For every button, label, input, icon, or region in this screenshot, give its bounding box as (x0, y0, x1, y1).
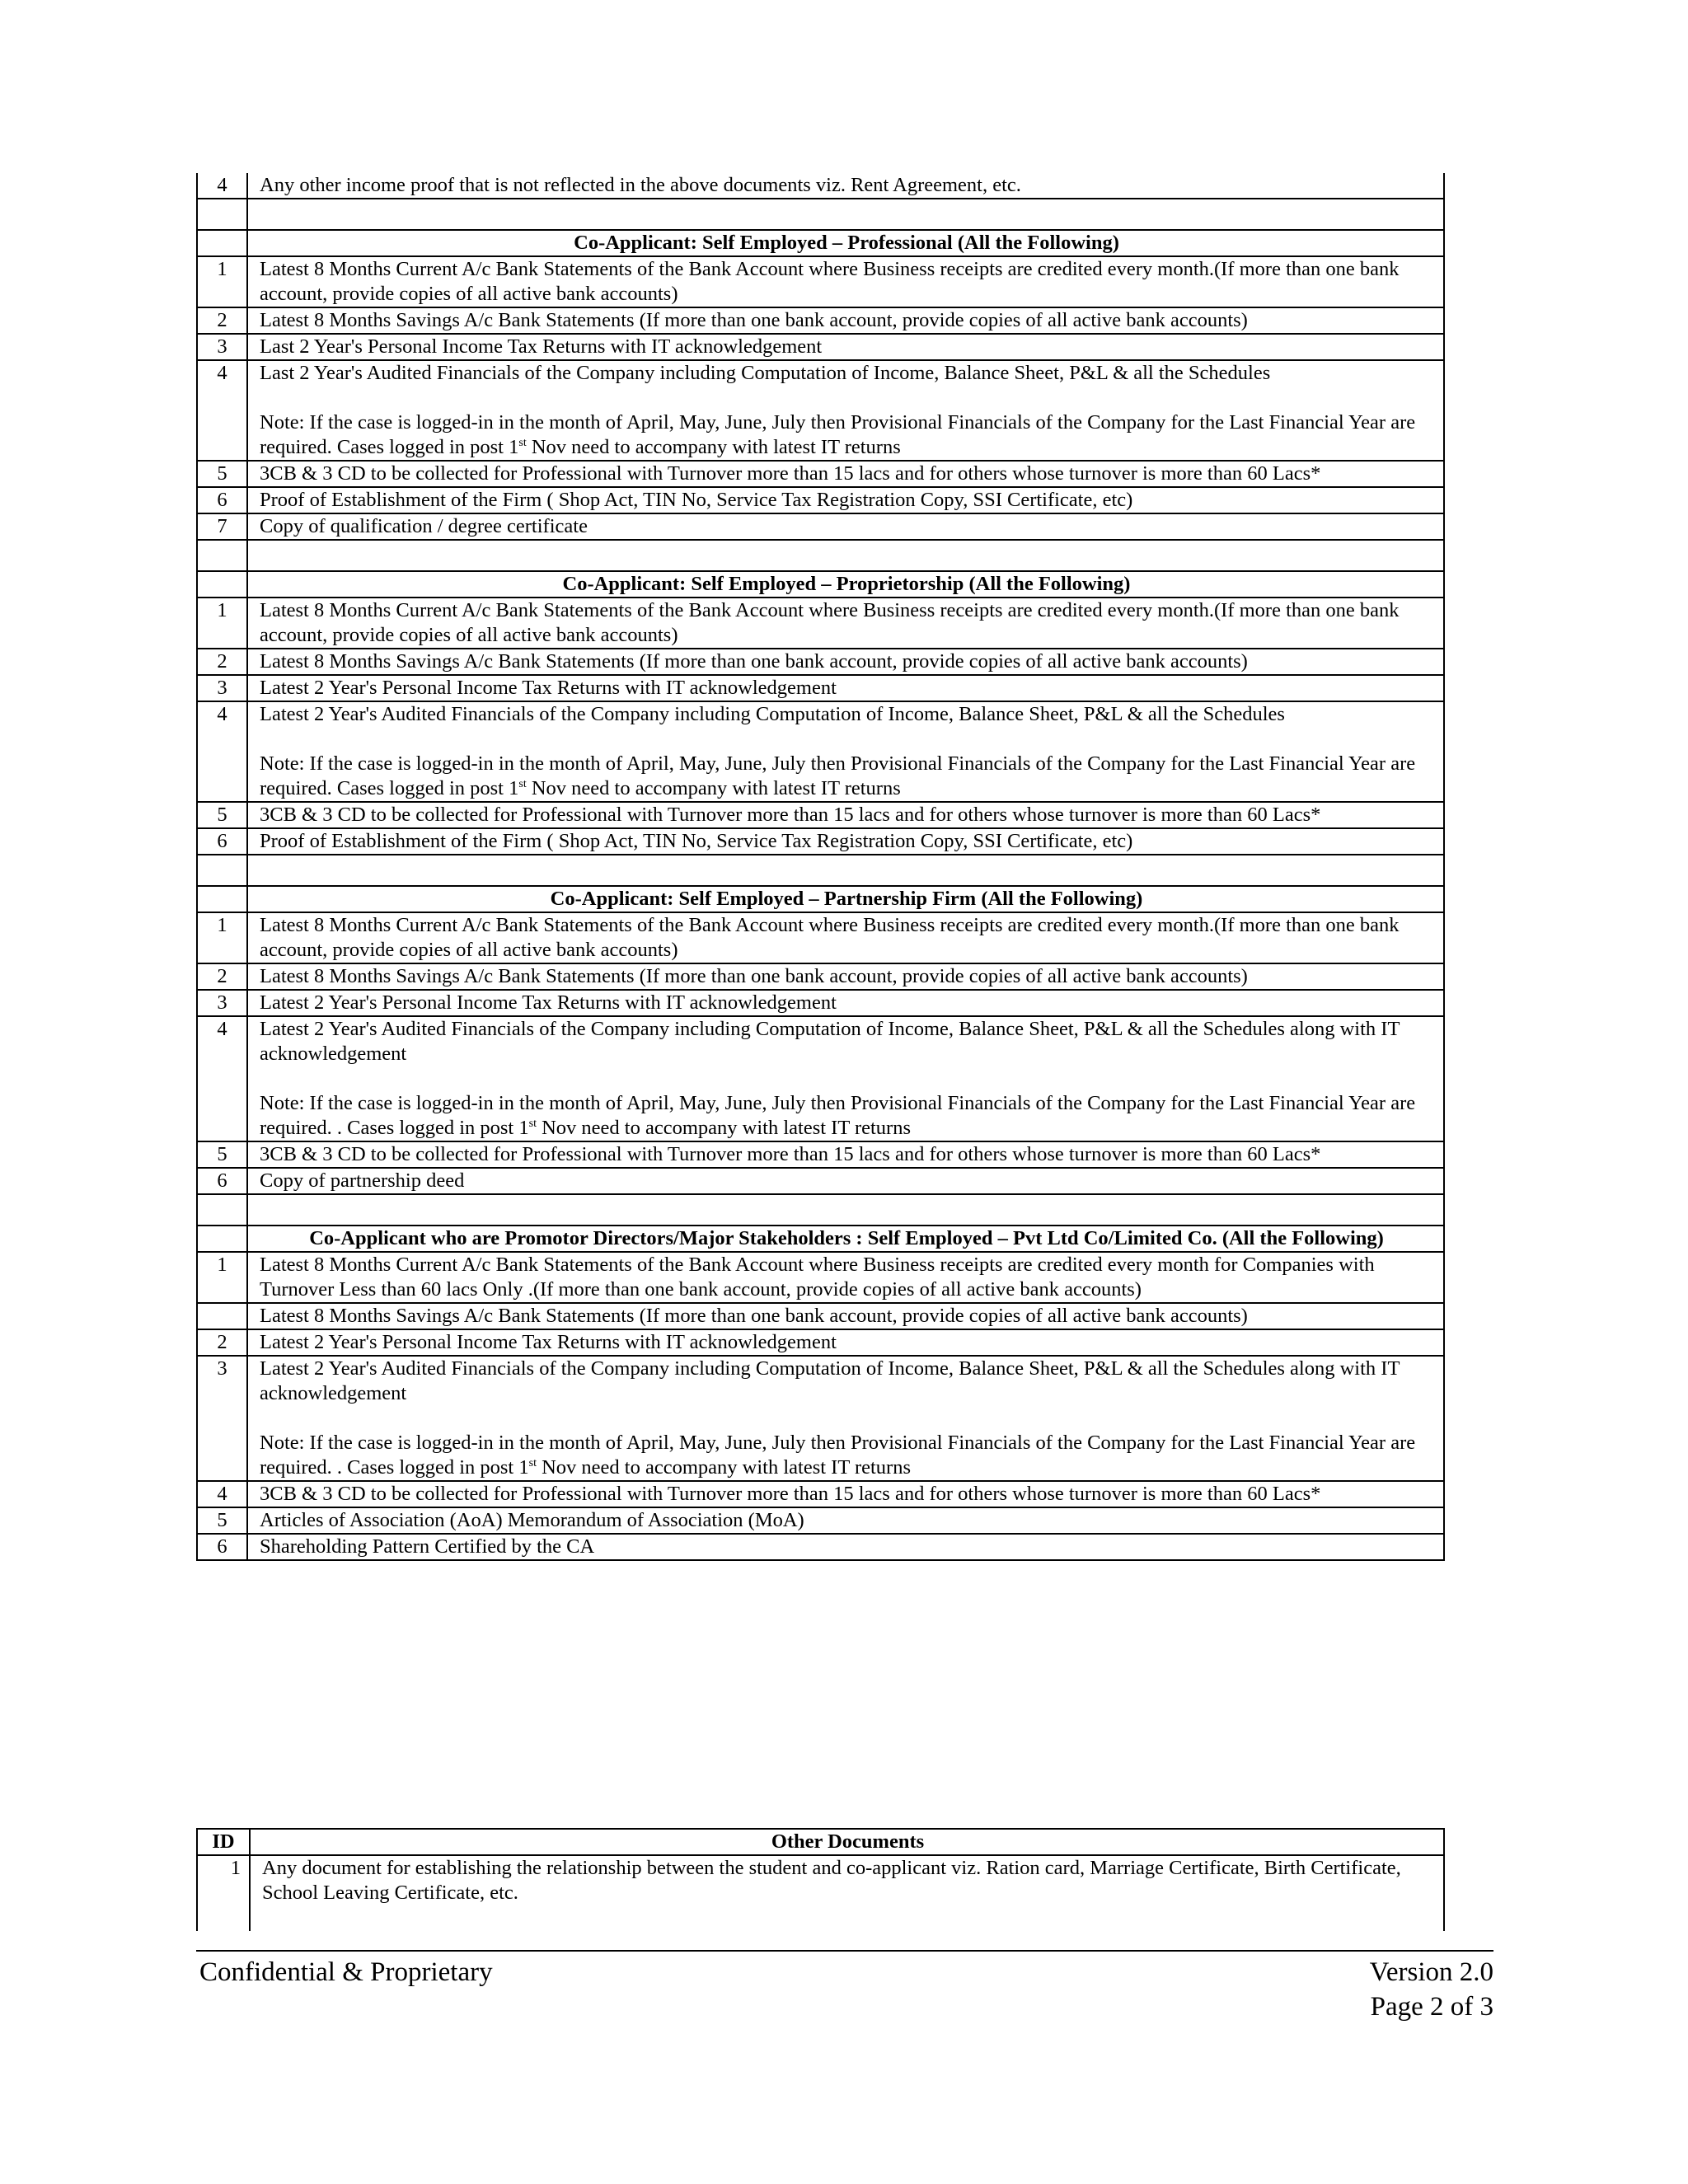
section-header-row (197, 1226, 1444, 1252)
table-row (197, 256, 1444, 307)
section-header-number-cell (197, 571, 247, 598)
spacer-cell (247, 1194, 1444, 1226)
spacer-row (197, 1194, 1444, 1226)
row-number: 5 (197, 1141, 247, 1168)
row-number: 3 (197, 675, 247, 701)
spacer-row (197, 540, 1444, 571)
row-description: Articles of Association (AoA) Memorandum of Association (MoA) (247, 1507, 1444, 1534)
table-row (197, 513, 1444, 540)
row-description: Copy of qualification / degree certificate (247, 513, 1444, 540)
section-header-number-cell (197, 230, 247, 256)
table-row (197, 1507, 1444, 1534)
section-header: Co-Applicant: Self Employed – Proprietorship (All the Following) (247, 571, 1444, 598)
row-number: 2 (197, 649, 247, 675)
spacer-cell (197, 540, 247, 571)
row-number: 2 (197, 1329, 247, 1356)
table-row (197, 1329, 1444, 1356)
row-number: 4 (197, 701, 247, 802)
row-number: 7 (197, 513, 247, 540)
table-row (197, 307, 1444, 334)
row-description: Latest 8 Months Savings A/c Bank Statements (If more than one bank account, provide copies of all active bank accounts) (247, 307, 1444, 334)
spacer-cell (247, 199, 1444, 230)
document-requirements-table (196, 173, 1445, 1561)
row-description: Last 2 Year's Personal Income Tax Returns with IT acknowledgement (247, 334, 1444, 360)
row-description: Latest 2 Year's Audited Financials of the Company including Computation of Income, Balance Sheet, P&L & all the Schedules Note: If the case is logged-in in the month of April, May, June, July then Provisional Financials of the Company for the Last Financial Year are required. Cases logged in post 1st Nov need to accompany with latest IT returns (247, 701, 1444, 802)
section-header-number-cell (197, 1226, 247, 1252)
table-row (197, 461, 1444, 487)
table-row (197, 1534, 1444, 1560)
table-row (197, 1168, 1444, 1194)
table-row (197, 173, 1444, 199)
row-number: 5 (197, 461, 247, 487)
other-documents-header-row (197, 1829, 1444, 1855)
table-row (197, 701, 1444, 802)
spacer-cell (247, 540, 1444, 571)
row-description: Proof of Establishment of the Firm ( Shop Act, TIN No, Service Tax Registration Copy, SSI Certificate, etc) (247, 487, 1444, 513)
row-description: Latest 8 Months Current A/c Bank Statements of the Bank Account where Business receipts are credited every month.(If more than one bank account, provide copies of all active bank accounts) (247, 912, 1444, 963)
table-row (197, 912, 1444, 963)
table-row (197, 675, 1444, 701)
row-number: 1 (197, 1252, 247, 1303)
row-description: Latest 8 Months Current A/c Bank Statements of the Bank Account where Business receipts are credited every month.(If more than one bank account, provide copies of all active bank accounts) (247, 598, 1444, 649)
row-number: 2 (197, 307, 247, 334)
row-description: Latest 2 Year's Personal Income Tax Returns with IT acknowledgement (247, 675, 1444, 701)
row-description: 3CB & 3 CD to be collected for Professional with Turnover more than 15 lacs and for others whose turnover is more than 60 Lacs* (247, 1141, 1444, 1168)
table-row (197, 1016, 1444, 1141)
row-description: Copy of partnership deed (247, 1168, 1444, 1194)
row-number: 6 (197, 1168, 247, 1194)
row-number: 4 (197, 173, 247, 199)
row-number: 3 (197, 990, 247, 1016)
other-documents-title: Other Documents (250, 1829, 1444, 1855)
row-description: Proof of Establishment of the Firm ( Shop Act, TIN No, Service Tax Registration Copy, SSI Certificate, etc) (247, 828, 1444, 855)
table-row (197, 487, 1444, 513)
row-description: Latest 8 Months Savings A/c Bank Statements (If more than one bank account, provide copies of all active bank accounts) (247, 649, 1444, 675)
row-description: Any other income proof that is not reflected in the above documents viz. Rent Agreement, etc. (247, 173, 1444, 199)
spacer-cell (247, 855, 1444, 886)
section-header: Co-Applicant: Self Employed – Professional (All the Following) (247, 230, 1444, 256)
row-description: 3CB & 3 CD to be collected for Professional with Turnover more than 15 lacs and for others whose turnover is more than 60 Lacs* (247, 461, 1444, 487)
row-description: Latest 2 Year's Audited Financials of the Company including Computation of Income, Balance Sheet, P&L & all the Schedules along with IT acknowledgement Note: If the case is logged-in in the month of April, May, June, July then Provisional Financials of the Company for the Last Financial Year are required. . Cases logged in post 1st Nov need to accompany with latest IT returns (247, 1016, 1444, 1141)
section-header: Co-Applicant: Self Employed – Partnership Firm (All the Following) (247, 886, 1444, 912)
row-description: Latest 2 Year's Personal Income Tax Returns with IT acknowledgement (247, 990, 1444, 1016)
ordinal-suffix: st (528, 1456, 537, 1469)
row-description: 3CB & 3 CD to be collected for Professional with Turnover more than 15 lacs and for others whose turnover is more than 60 Lacs* (247, 1481, 1444, 1507)
table-row (197, 649, 1444, 675)
row-number: 6 (197, 487, 247, 513)
row-number: 2 (197, 963, 247, 990)
row-number: 5 (197, 802, 247, 828)
row-description: Latest 8 Months Current A/c Bank Statements of the Bank Account where Business receipts are credited every month for Companies with Turnover Less than 60 lacs Only .(If more than one bank account, provide copies of all active bank accounts) (247, 1252, 1444, 1303)
section-header-number-cell (197, 886, 247, 912)
footer-confidential-label: Confidential & Proprietary (199, 1957, 493, 1987)
table-row (197, 828, 1444, 855)
table-row (197, 360, 1444, 461)
table-row (197, 1481, 1444, 1507)
row-description: Shareholding Pattern Certified by the CA (247, 1534, 1444, 1560)
ordinal-suffix: st (528, 1117, 537, 1130)
row-number: 6 (197, 1534, 247, 1560)
table-row (197, 1303, 1444, 1329)
table-row (197, 990, 1444, 1016)
row-description: 3CB & 3 CD to be collected for Professional with Turnover more than 15 lacs and for others whose turnover is more than 60 Lacs* (247, 802, 1444, 828)
spacer-cell (197, 1194, 247, 1226)
footer-page-number: Page 2 of 3 (1370, 1992, 1493, 2022)
row-description: Latest 2 Year's Audited Financials of the Company including Computation of Income, Balance Sheet, P&L & all the Schedules along with IT acknowledgement Note: If the case is logged-in in the month of April, May, June, July then Provisional Financials of the Company for the Last Financial Year are required. . Cases logged in post 1st Nov need to accompany with latest IT returns (247, 1356, 1444, 1481)
section-header: Co-Applicant who are Promotor Directors/Major Stakeholders : Self Employed – Pvt Ltd Co/Limited Co. (All the Following) (247, 1226, 1444, 1252)
row-description: Latest 8 Months Savings A/c Bank Statements (If more than one bank account, provide copies of all active bank accounts) (247, 1303, 1444, 1329)
footer-version: Version 2.0 (1369, 1957, 1493, 1987)
spacer-cell (197, 199, 247, 230)
row-number: 4 (197, 1016, 247, 1141)
row-number: 6 (197, 828, 247, 855)
table-row (197, 963, 1444, 990)
row-number: 4 (197, 1481, 247, 1507)
spacer-cell (197, 855, 247, 886)
row-description: Any document for establishing the relationship between the student and co-applicant viz. Ration card, Marriage Certificate, Birth Certificate, School Leaving Certificate, etc. (250, 1855, 1444, 1931)
footer-version-info (1370, 1955, 1493, 2024)
row-number: 1 (197, 256, 247, 307)
row-description: Latest 2 Year's Personal Income Tax Returns with IT acknowledgement (247, 1329, 1444, 1356)
row-number: 4 (197, 360, 247, 461)
table-row (197, 1356, 1444, 1481)
row-number: 3 (197, 1356, 247, 1481)
other-documents-table (196, 1828, 1445, 1931)
table-row (197, 1252, 1444, 1303)
ordinal-suffix: st (518, 777, 527, 790)
row-description: Latest 8 Months Current A/c Bank Statements of the Bank Account where Business receipts are credited every month.(If more than one bank account, provide copies of all active bank accounts) (247, 256, 1444, 307)
spacer-row (197, 199, 1444, 230)
row-number: 1 (197, 598, 247, 649)
row-number: 1 (197, 1855, 250, 1931)
table-row (197, 598, 1444, 649)
table-row (197, 802, 1444, 828)
section-header-row (197, 571, 1444, 598)
footer-divider (196, 1950, 1493, 1952)
section-header-row (197, 230, 1444, 256)
row-number: 5 (197, 1507, 247, 1534)
row-number: 1 (197, 912, 247, 963)
row-number: 3 (197, 334, 247, 360)
row-description: Latest 8 Months Savings A/c Bank Statements (If more than one bank account, provide copies of all active bank accounts) (247, 963, 1444, 990)
id-column-header: ID (197, 1829, 250, 1855)
row-number (197, 1303, 247, 1329)
table-row (197, 1855, 1444, 1931)
table-row (197, 334, 1444, 360)
ordinal-suffix: st (518, 436, 527, 449)
section-header-row (197, 886, 1444, 912)
table-row (197, 1141, 1444, 1168)
row-description: Last 2 Year's Audited Financials of the Company including Computation of Income, Balance Sheet, P&L & all the Schedules Note: If the case is logged-in in the month of April, May, June, July then Provisional Financials of the Company for the Last Financial Year are required. Cases logged in post 1st Nov need to accompany with latest IT returns (247, 360, 1444, 461)
spacer-row (197, 855, 1444, 886)
